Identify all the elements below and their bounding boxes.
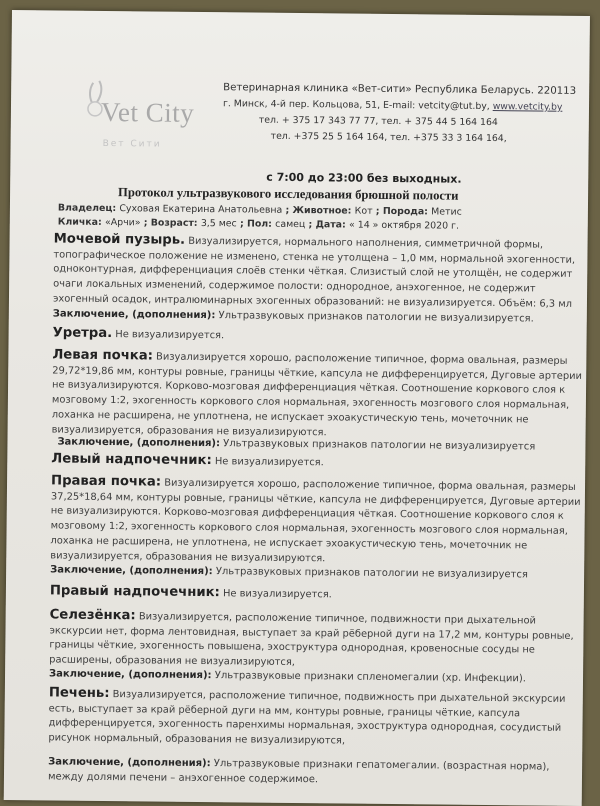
urethra-section <box>53 326 585 347</box>
clinic-logo <box>74 79 205 160</box>
clinic-header <box>223 80 584 148</box>
right-kidney-conclusion-text: Ультразвуковых признаков патологии не визуализируется <box>215 566 528 581</box>
clinic-address: г. Минск, 4-й пер. Кольцова, 51, E-mail: vetcity@tut.by, <box>222 98 490 113</box>
sex-label: ; Пол: <box>239 218 272 230</box>
bladder-conclusion-label: Заключение, (дополнения): <box>52 308 216 322</box>
liver-conclusion-label: Заключение, (дополнения): <box>48 756 211 770</box>
age-label: ; Возраст: <box>143 217 198 229</box>
sex-value: самец <box>275 218 306 231</box>
liver-conclusion <box>48 754 578 790</box>
bladder-text: Визуализируется, нормального наполнения, симметричной формы, топографическое положение не изменено, стенка не утолщена – 1,0 мм, нормальной эхогенности, одноконтурная, дифференциация слоёв стенки чёткая. Слизистый слой не утолщён, не содержит очаги локальных изменений, содержимое полости: однородное, анэхогенное, не содержит эхогенный осадок, интралюминарных эхогенных образований: не визуализируется. Объём: 6,3 мл <box>52 235 576 310</box>
left-kidney-section <box>52 348 585 443</box>
spleen-text: Визуализируется, расположение типичное, подвижности при дыхательной экскурсии нет, форма лентовидная, выступает за край рёберной дуги на 17,2 мм, контуры ровные, границы чёткие, эхогенность повышена, эхоструктура однородная, кровеносные сосуды не расширены, образования не визуализируются, <box>49 611 574 669</box>
liver-section <box>48 686 581 751</box>
left-kidney-conclusion-text: Ультразвуковых признаков патологии не визуализируется <box>223 438 536 453</box>
spleen-heading: Селезёнка: <box>49 607 136 624</box>
right-kidney-text: Визуализируется хорошо, расположение типичное, форма овальная, размеры 37,25*18,64 мм, контуры ровные, границы чёткие, капсула не дифференцируется, Дуговые артерии не визуализируются. Корково-мозговая дифференциация чёткая. Соотношение коркового слоя к мозговому 1:2, эхогенность коркового слоя нормальная, эхогенность мозгового слоя нормальная, лоханка не расширена, не уплотнена, не испускает эхоакустическую тень, мочеточник не визуализируется, образования не визуализируются. <box>50 477 581 564</box>
animal-label: ; Животное: <box>285 204 352 217</box>
right-adrenal-heading: Правый надпочечник: <box>49 583 220 601</box>
right-adrenal-section <box>50 584 582 605</box>
spleen-conclusion-text: Ультразвуковые признаки спленомегалии (хр. Инфекции). <box>214 670 527 685</box>
liver-heading: Печень: <box>48 685 110 702</box>
clinic-phones-1: тел. + 375 17 343 77 77, тел. + 375 44 5 164 164 <box>258 114 498 129</box>
clinic-hours: с 7:00 до 23:00 без выходных. <box>266 170 462 186</box>
breed-value: Метис <box>431 206 462 218</box>
spleen-conclusion-label: Заключение, (дополнения): <box>48 668 212 682</box>
clinic-phones-2: тел. +375 25 5 164 164, тел. +375 33 3 164 164, <box>270 130 507 145</box>
right-kidney-section <box>50 474 583 569</box>
owner-value: Суховая Екатерина Анатольевна <box>119 203 283 216</box>
patient-owner-line <box>58 202 462 217</box>
left-kidney-conclusion-label: Заключение, (дополнения): <box>57 436 221 450</box>
liver-conclusion-text: Ультразвуковые признаки гепатомегалии. (возрастная норма), между долями печени – анэхогенное содержимое. <box>47 758 550 786</box>
spleen-section <box>49 608 582 673</box>
left-adrenal-text: Не визуализируется. <box>214 456 324 469</box>
clinic-website-link[interactable]: www.vetcity.by <box>492 101 563 113</box>
date-label: ; Дата: <box>308 219 346 231</box>
protocol-document <box>4 10 590 806</box>
logo-text: Vet City <box>100 96 195 128</box>
clinic-name-line: Ветеринарная клиника «Вет-сити» Республика Беларусь. 220113 <box>223 82 577 97</box>
urethra-heading: Уретра. <box>52 325 113 342</box>
pet-name-label: Кличка: <box>57 216 102 228</box>
liver-text: Визуализируется, расположение типичное, подвижность при дыхательной экскурсии есть, выступает за край рёберной дуги на мм, контуры ровные, границы чёткие, капсула дифференцируется, эхогенность паренхимы нормальная, эхоструктура однородная, сосудистый рисунок нормальный, образования не визуализируются, <box>48 689 566 747</box>
left-kidney-text: Визуализируется хорошо, расположение типичное, форма овальная, размеры 29,72*19,86 мм, контуры ровные, границы чёткие, капсула не дифференцируется, Дуговые артерии не визуализируются. Корково-мозговая дифференциация чёткая. Соотношение коркового слоя к мозговому 1:2, эхогенность коркового слоя нормальная, эхогенность мозгового слоя нормальная, лоханка не расширена, не уплотнена, не испускает эхоакустическую тень, мочеточник не визуализируется, образования не визуализируются. <box>51 351 583 438</box>
bladder-section <box>53 232 586 312</box>
bladder-conclusion-text: Ультразвуковых признаков патологии не визуализируется. <box>218 310 534 325</box>
urethra-text: Не визуализируется. <box>115 329 225 342</box>
breed-label: ; Порода: <box>375 205 428 218</box>
left-adrenal-heading: Левый надпочечник: <box>51 451 212 469</box>
animal-value: Кот <box>354 205 373 217</box>
left-kidney-heading: Левая почка: <box>52 347 154 364</box>
right-adrenal-text: Не визуализируется. <box>222 588 332 601</box>
bladder-heading: Мочевой пузырь. <box>53 231 186 248</box>
date-value: « 14 » октября 2020 г. <box>348 219 460 232</box>
age-value: 3,5 мес <box>200 217 237 230</box>
pet-name-value: «Арчи» <box>104 216 141 229</box>
patient-info-line <box>58 216 459 231</box>
right-kidney-conclusion-label: Заключение, (дополнения): <box>50 564 213 578</box>
logo-tagline: Вет Сити <box>102 138 162 150</box>
protocol-title: Протокол ультразвукового исследования брюшной полости <box>118 185 459 203</box>
left-adrenal-section <box>51 452 583 473</box>
right-kidney-heading: Правая почка: <box>50 473 162 490</box>
owner-label: Владелец: <box>57 202 117 215</box>
